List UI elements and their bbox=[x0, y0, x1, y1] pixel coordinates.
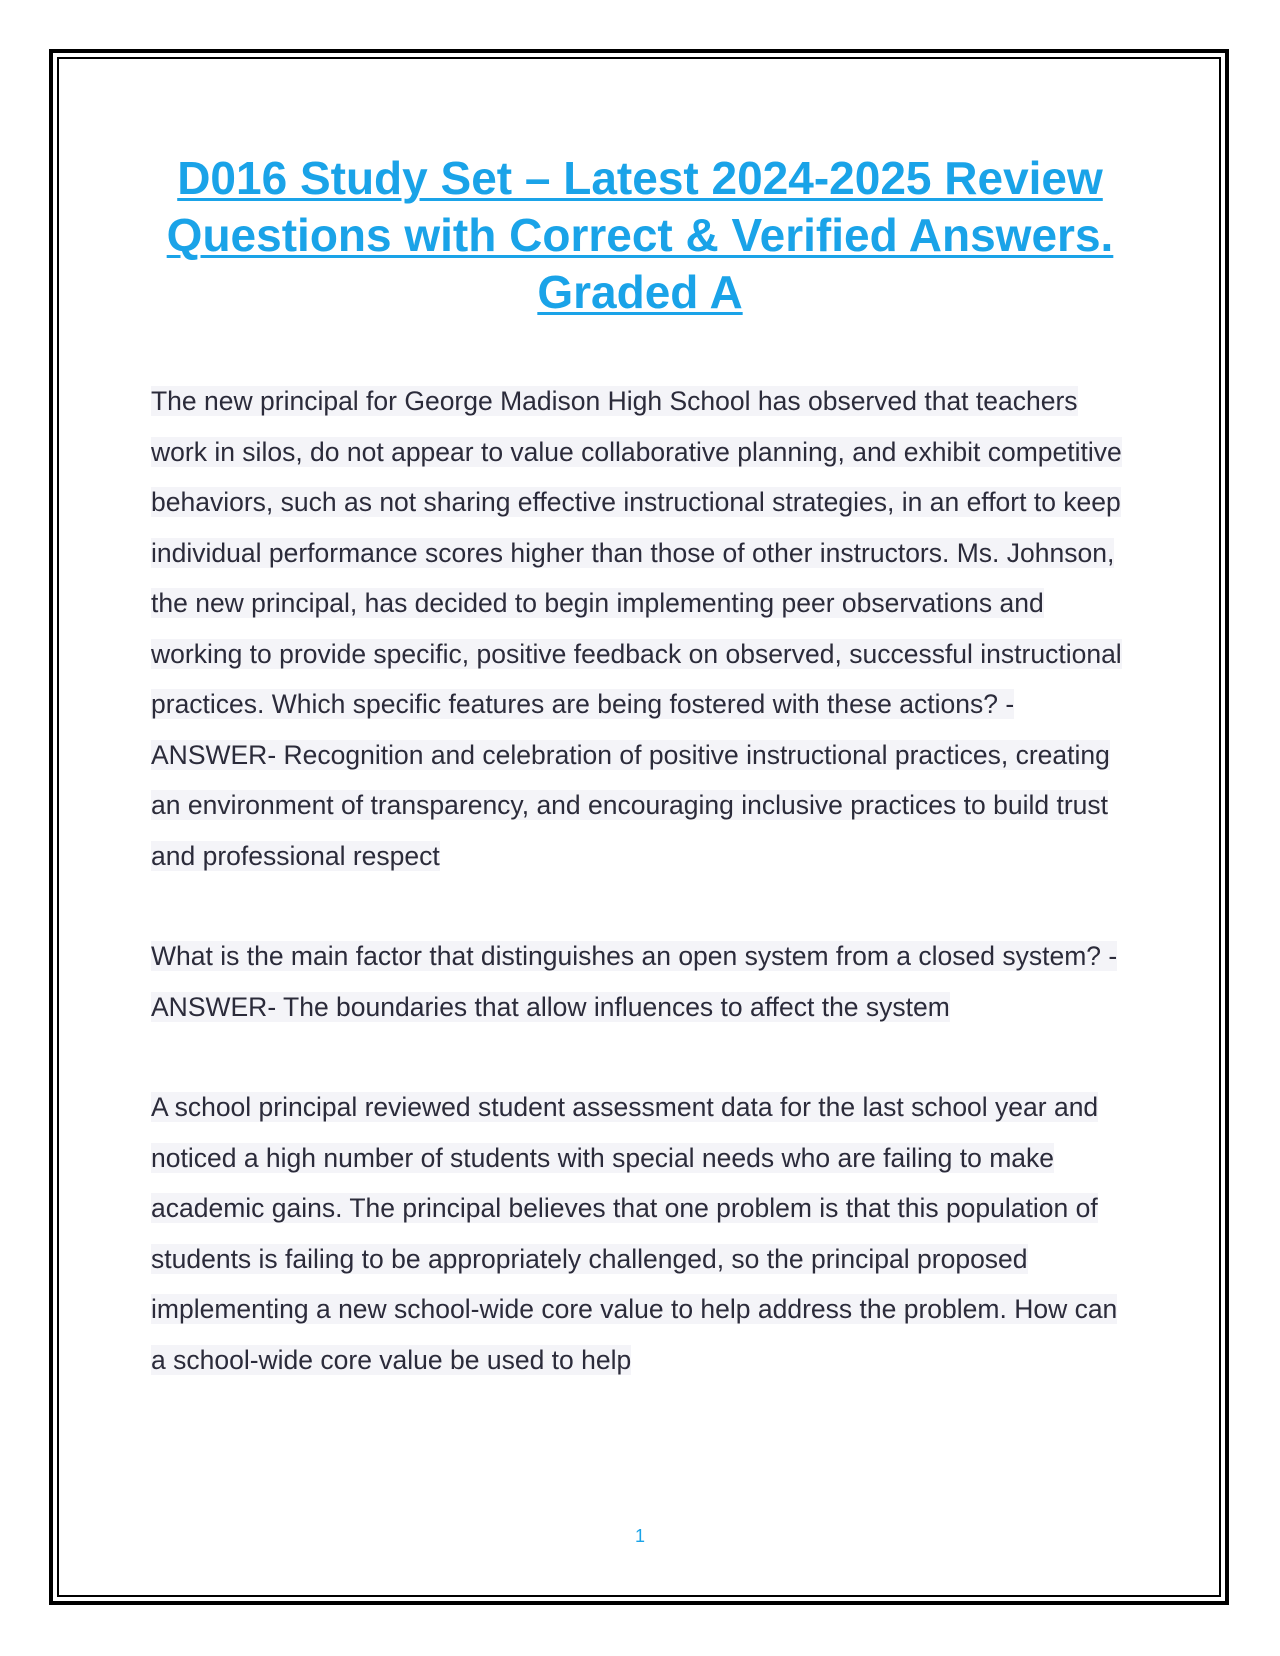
document-title: D016 Study Set – Latest 2024-2025 Review Questions with Correct & Verified Answers. Graded A bbox=[166, 152, 1114, 318]
question-answer-text: A school principal reviewed student assessment data for the last school year and noticed a high number of students with special needs who are failing to make academic gains. The principal believes that one problem is that this population of students is failing to be appropriately challenged, so the principal proposed implementing a new school-wide core value to help address the problem. How can a school-wide core value be used to help bbox=[151, 1092, 1118, 1375]
question-answer-3 bbox=[151, 1082, 1123, 1385]
document-body bbox=[151, 376, 1123, 1435]
question-answer-text: What is the main factor that distinguishes an open system from a closed system? - ANSWER- The boundaries that allow influences to affect the system bbox=[151, 941, 1118, 1022]
page-number: 1 bbox=[634, 1526, 645, 1546]
question-answer-text: The new principal for George Madison High School has observed that teachers work in silos, do not appear to value collaborative planning, and exhibit competitive behaviors, such as not sharing effective instructional strategies, in an effort to keep individual performance scores higher than those of other instructors. Ms. Johnson, the new principal, has decided to begin implementing peer observations and working to provide specific, positive feedback on observed, successful instructional practices. Which specific features are being fostered with these actions? - ANSWER- Recognition and celebration of positive instructional practices, creating an environment of transparency, and encouraging inclusive practices to build trust and professional respect bbox=[151, 386, 1122, 871]
question-answer-2 bbox=[151, 931, 1123, 1032]
question-answer-1 bbox=[151, 376, 1123, 881]
